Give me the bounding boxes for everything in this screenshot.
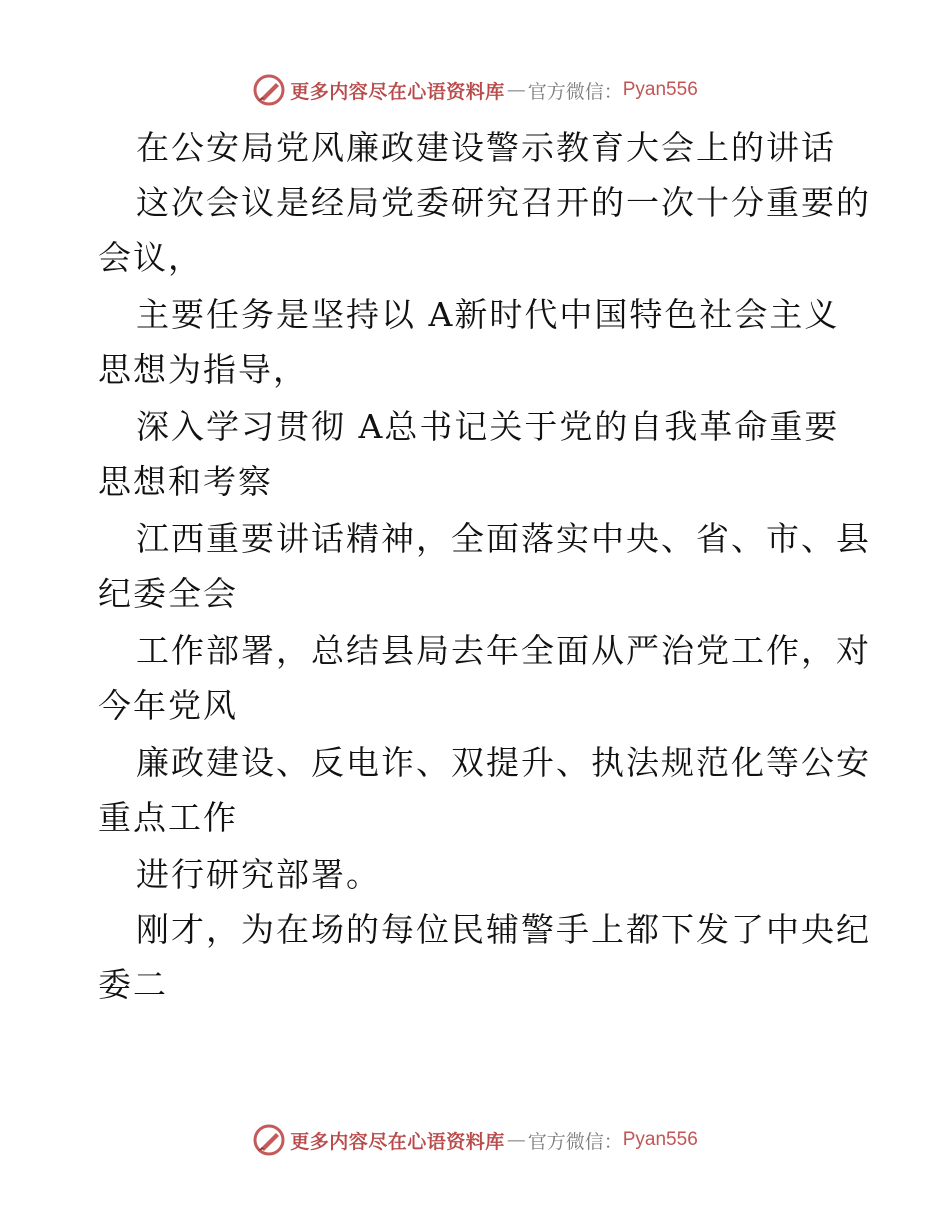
paragraph-line: 思想和考察	[98, 462, 273, 501]
separator-dash: —	[506, 1129, 526, 1151]
paragraph-line: 廉政建设、反电诈、双提升、执法规范化等公安	[136, 743, 871, 782]
footer-watermark-banner	[0, 1120, 950, 1160]
header-watermark-banner	[0, 70, 950, 110]
separator-dash: —	[506, 79, 526, 101]
pen-nib-logo-icon	[252, 73, 286, 107]
official-wechat-label: 官方微信：	[527, 1130, 623, 1153]
wechat-account: Pyan556	[622, 79, 698, 100]
paragraph-line: 重点工作	[98, 798, 238, 837]
paragraph-line: 深入学习贯彻 A总书记关于党的自我革命重要	[136, 407, 840, 446]
brand-text: 更多内容尽在心语资料库	[290, 80, 505, 103]
pen-nib-logo-icon	[252, 1123, 286, 1157]
paragraph-line: 思想为指导，	[98, 350, 308, 389]
document-body	[98, 120, 871, 1014]
paragraph-line: 委二	[98, 965, 168, 1004]
paragraph-line: 这次会议是经局党委研究召开的一次十分重要的	[136, 183, 871, 222]
paragraph-line: 工作部署，总结县局去年全面从严治党工作，对	[136, 631, 871, 670]
paragraph-line: 主要任务是坚持以 A新时代中国特色社会主义	[136, 295, 840, 334]
document-title: 在公安局党风廉政建设警示教育大会上的讲话	[136, 128, 836, 167]
paragraph-line: 刚才，为在场的每位民辅警手上都下发了中央纪	[136, 910, 871, 949]
paragraph-line: 纪委全会	[98, 574, 238, 613]
paragraph-line: 今年党风	[98, 686, 238, 725]
paragraph-line: 江西重要讲话精神，全面落实中央、省、市、县	[136, 519, 871, 558]
paragraph-line: 会议，	[98, 238, 203, 277]
official-wechat-label: 官方微信：	[527, 80, 623, 103]
brand-text: 更多内容尽在心语资料库	[290, 1130, 505, 1153]
paragraph-line: 进行研究部署。	[136, 855, 381, 894]
wechat-account: Pyan556	[622, 1129, 698, 1150]
